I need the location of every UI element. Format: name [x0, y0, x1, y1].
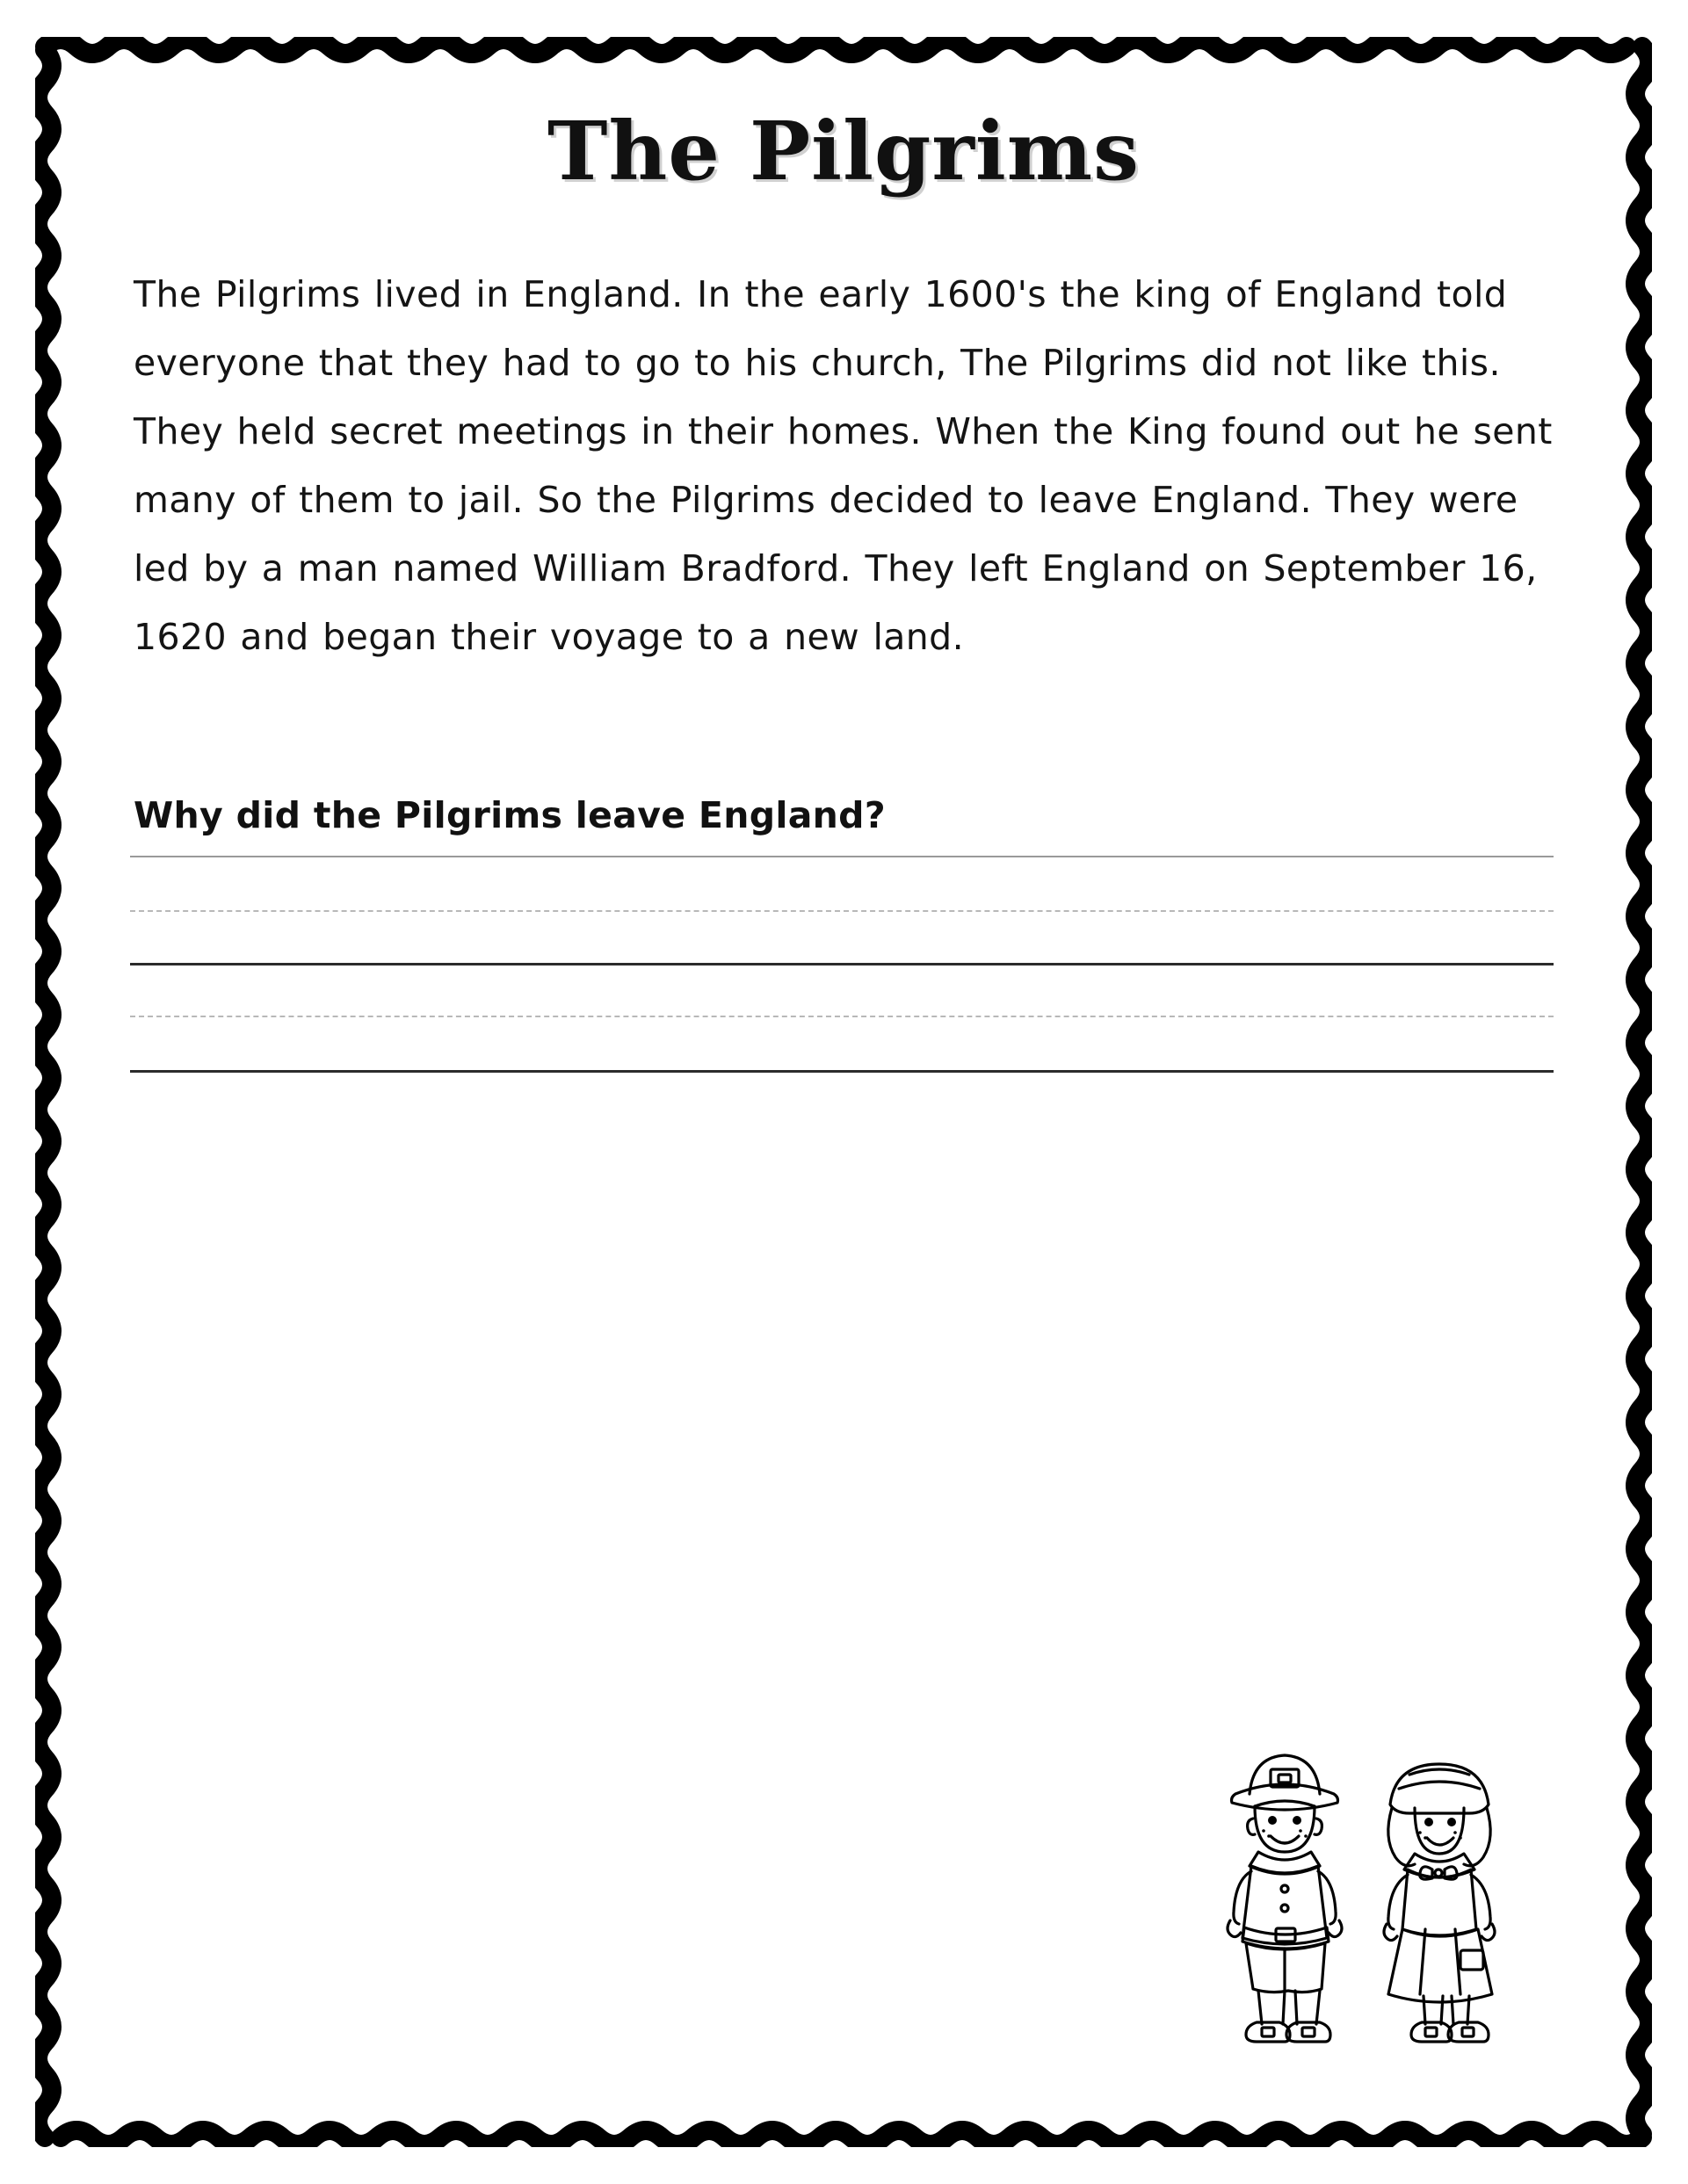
writing-line-bottom-solid	[130, 1070, 1554, 1073]
writing-line-middle-dashed	[130, 1016, 1554, 1017]
comprehension-question: Why did the Pilgrims leave England?	[134, 793, 886, 836]
worksheet-content	[123, 105, 1564, 2100]
writing-line-group[interactable]	[130, 856, 1554, 963]
pilgrim-boy-and-girl-illustration	[1204, 1739, 1555, 2091]
writing-line-top-solid	[130, 856, 1554, 857]
writing-line-group[interactable]	[130, 963, 1554, 1070]
page-title: The Pilgrims	[547, 104, 1140, 199]
reading-passage: The Pilgrims lived in England. In the early 1600's the king of England told everyone that they had to go to his church, The Pilgrims did not like this. They held secret meetings in their homes. When the King found out he sent many of them to jail. So the Pilgrims decided to leave England. They were led by a man named William Bradford. They left England on September 16, 1620 and began their voyage to a new land.	[134, 272, 1553, 658]
writing-line-middle-dashed	[130, 910, 1554, 912]
answer-writing-area[interactable]	[130, 856, 1554, 1070]
